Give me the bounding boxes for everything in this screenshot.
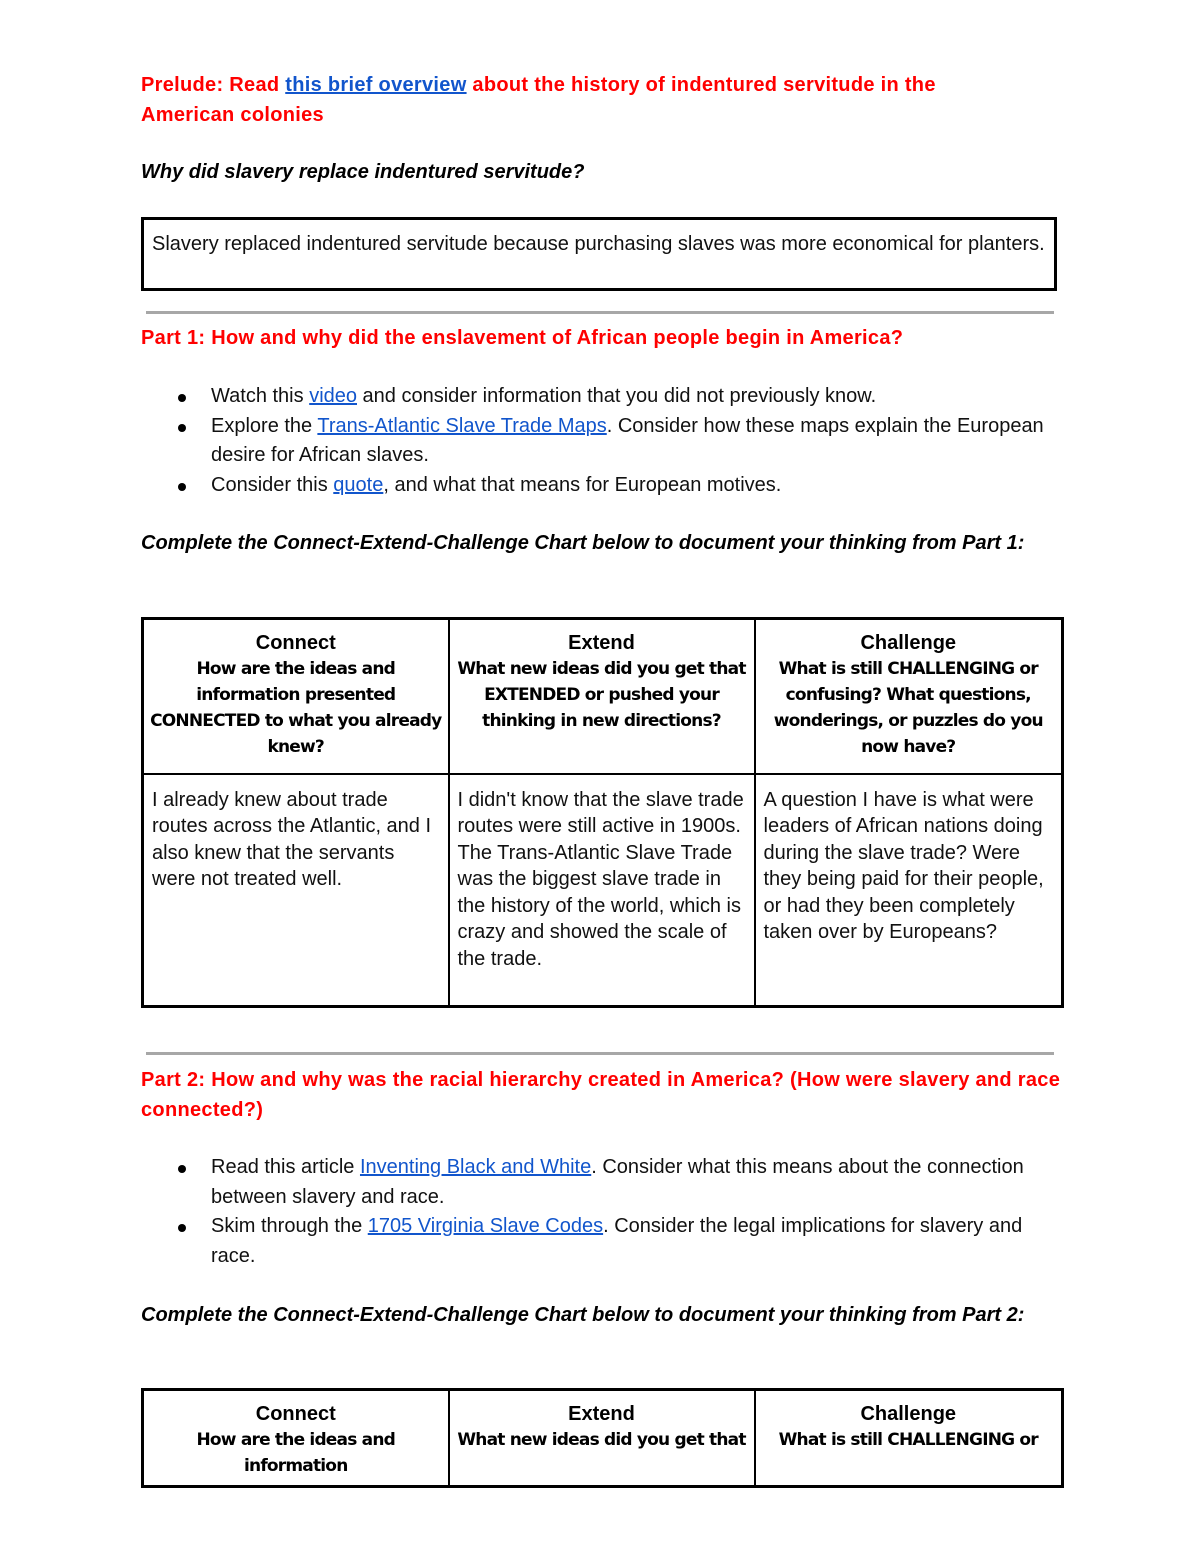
list-item: Consider this quote, and what that means for European motives.: [176, 471, 1056, 501]
part1-chart: [141, 617, 1064, 1008]
extend-header: Extend What new ideas did you get that EXTENDED or pushed your thinking in new directions?: [449, 619, 755, 774]
slave-codes-link[interactable]: 1705 Virginia Slave Codes: [367, 1215, 604, 1237]
quote-link[interactable]: quote: [333, 473, 384, 496]
part1-bullet-list: [176, 382, 1056, 500]
prelude-prefix: Prelude: Read: [141, 74, 286, 96]
prelude-suffix: about the history of indentured servitude in the: [466, 74, 936, 96]
challenge-answer[interactable]: A question I have is what were leaders of African nations doing during the slave trade? Were they being paid for their people, or had they been completely taken over by Europeans?: [755, 774, 1063, 1007]
part2-heading: Part 2: How and why was the racial hierarchy created in America? (How were slavery and race connected?): [141, 1069, 1061, 1121]
bullet-icon: [178, 483, 186, 491]
video-link[interactable]: video: [309, 385, 357, 407]
connect-answer[interactable]: I already knew about trade routes across the Atlantic, and I also knew that the servants were not treated well.: [143, 774, 449, 1007]
challenge-header: Challenge What is still CHALLENGING or: [755, 1390, 1063, 1487]
part2-chart: [141, 1388, 1064, 1488]
part2-instruction: Complete the Connect-Extend-Challenge Chart below to document your thinking from Part 2:: [141, 1304, 1025, 1326]
prelude-heading: [141, 70, 1101, 130]
maps-link[interactable]: Trans-Atlantic Slave Trade Maps: [317, 414, 607, 437]
list-item: Watch this video and consider information that you did not previously know.: [176, 382, 1056, 412]
bullet-icon: [178, 424, 186, 432]
bullet-icon: [178, 394, 186, 402]
part1-instruction: Complete the Connect-Extend-Challenge Chart below to document your thinking from Part 1:: [141, 532, 1025, 554]
list-item: Skim through the 1705 Virginia Slave Codes. Consider the legal implications for slavery and race.: [176, 1212, 1056, 1271]
connect-header: Connect How are the ideas and information: [143, 1390, 449, 1487]
bullet-icon: [178, 1165, 186, 1173]
list-item: Explore the Trans-Atlantic Slave Trade Maps. Consider how these maps explain the European desire for African slaves.: [176, 412, 1056, 471]
extend-header: Extend What new ideas did you get that: [449, 1390, 755, 1487]
part1-heading: Part 1: How and why did the enslavement of African people begin in America?: [141, 327, 904, 349]
answer-box[interactable]: Slavery replaced indentured servitude because purchasing slaves was more economical for planters.: [141, 217, 1057, 291]
bullet-icon: [178, 1224, 186, 1232]
inventing-link[interactable]: Inventing Black and White: [359, 1156, 592, 1178]
divider: [146, 311, 1054, 314]
part2-bullet-list: [176, 1153, 1056, 1271]
connect-header: Connect How are the ideas and information presented CONNECTED to what you already knew?: [143, 619, 449, 774]
divider: [146, 1052, 1054, 1055]
question-heading: Why did slavery replace indentured servitude?: [141, 161, 585, 183]
overview-link[interactable]: this brief overview: [285, 74, 467, 96]
list-item: Read this article Inventing Black and White. Consider what this means about the connection between slavery and race.: [176, 1153, 1056, 1212]
prelude-line2: American colonies: [141, 104, 324, 126]
challenge-header: Challenge What is still CHALLENGING or confusing? What questions, wonderings, or puzzles do you now have?: [755, 619, 1063, 774]
extend-answer[interactable]: I didn't know that the slave trade routes were still active in 1900s. The Trans-Atlantic Slave Trade was the biggest slave trade in the history of the world, which is crazy and showed the scale of the trade.: [449, 774, 755, 1007]
